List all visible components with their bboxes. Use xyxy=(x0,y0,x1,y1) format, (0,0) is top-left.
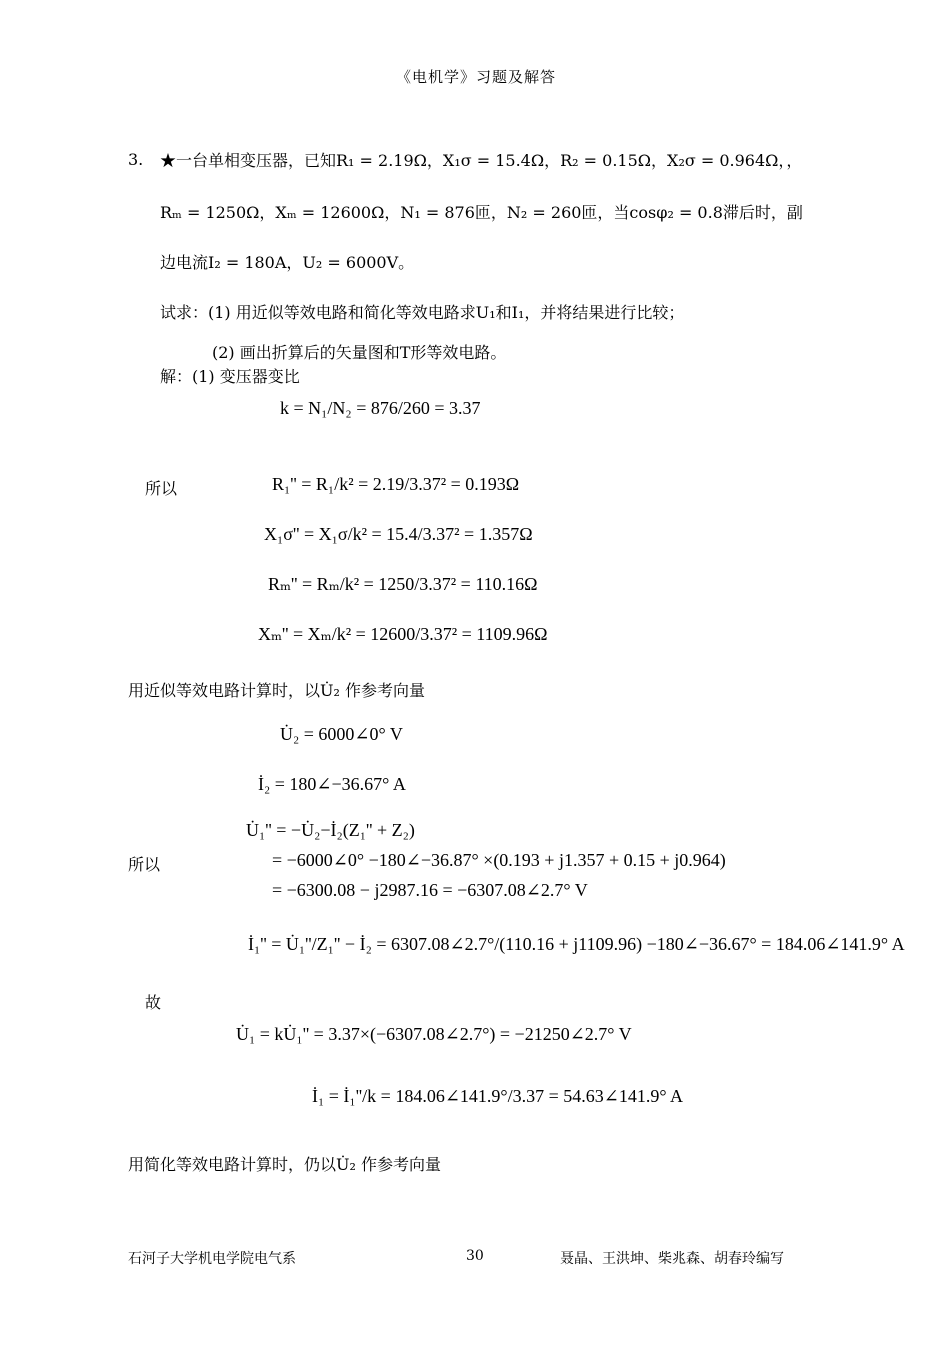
equation-i1-referred: İ₁'' = U̇₁''/Z₁'' − İ₂ = 6307.08∠2.7°/(110.16 + j1109.96) −180∠−36.67° = 184.06∠141.9° A xyxy=(248,934,905,954)
problem-line-1: ★一台单相变压器，已知R₁ = 2.19Ω，X₁σ = 15.4Ω，R₂ = 0.15Ω，X₂σ = 0.964Ω，， xyxy=(160,151,803,170)
footer-department: 石河子大学机电学院电气系 xyxy=(128,1251,296,1267)
equation-u1-step2: = −6000∠0° −180∠−36.87° ×(0.193 + j1.357 + 0.15 + j0.964) xyxy=(272,850,726,870)
so-label-2: 所以 xyxy=(128,855,161,874)
page-header: 《电机学》习题及解答 xyxy=(395,68,556,86)
equation-k: k = N₁/N₂ = 876/260 = 3.37 xyxy=(280,398,481,418)
equation-i1: İ₁ = İ₁''/k = 184.06∠141.9°/3.37 = 54.63∠141.9° A xyxy=(312,1086,684,1106)
problem-line-2: Rₘ = 1250Ω，Xₘ = 12600Ω，N₁ = 876匝，N₂ = 260匝，当cosφ₂ = 0.8滞后时，副 xyxy=(160,203,803,222)
equation-u2: U̇₂ = 6000∠0° V xyxy=(280,724,403,744)
equation-xm: Xₘ'' = Xₘ/k² = 12600/3.37² = 1109.96Ω xyxy=(258,624,548,644)
approx-circuit-label: 用近似等效电路计算时，以U̇₂ 作参考向量 xyxy=(128,681,425,700)
problem-number: 3. xyxy=(128,150,144,169)
equation-u1: U̇₁ = kU̇₁'' = 3.37×(−6307.08∠2.7°) = −21250∠2.7° V xyxy=(236,1024,632,1044)
footer-authors: 聂晶、王洪坤、柴兆森、胡春玲编写 xyxy=(560,1251,784,1267)
solution-intro: 解：(1) 变压器变比 xyxy=(160,367,300,386)
simplified-circuit-label: 用简化等效电路计算时，仍以U̇₂ 作参考向量 xyxy=(128,1155,441,1174)
equation-r1: R₁'' = R₁/k² = 2.19/3.37² = 0.193Ω xyxy=(272,474,520,494)
question-2: (2) 画出折算后的矢量图和T形等效电路。 xyxy=(212,343,507,362)
equation-u1-step3: = −6300.08 − j2987.16 = −6307.08∠2.7° V xyxy=(272,880,588,900)
question-1: 试求：(1) 用近似等效电路和简化等效电路求U₁和I₁，并将结果进行比较； xyxy=(160,303,685,322)
equation-x1: X₁σ'' = X₁σ/k² = 15.4/3.37² = 1.357Ω xyxy=(264,524,533,544)
equation-u1-step1: U̇₁'' = −U̇₂−İ₂(Z₁'' + Z₂) xyxy=(246,820,415,840)
equation-i2: İ₂ = 180∠−36.67° A xyxy=(258,774,406,794)
footer-page-number: 30 xyxy=(466,1248,484,1264)
equation-rm: Rₘ'' = Rₘ/k² = 1250/3.37² = 110.16Ω xyxy=(268,574,538,594)
problem-line-3: 边电流I₂ = 180A，U₂ = 6000V。 xyxy=(160,253,415,272)
so-label-1: 所以 xyxy=(145,479,178,498)
therefore-label: 故 xyxy=(145,993,162,1012)
